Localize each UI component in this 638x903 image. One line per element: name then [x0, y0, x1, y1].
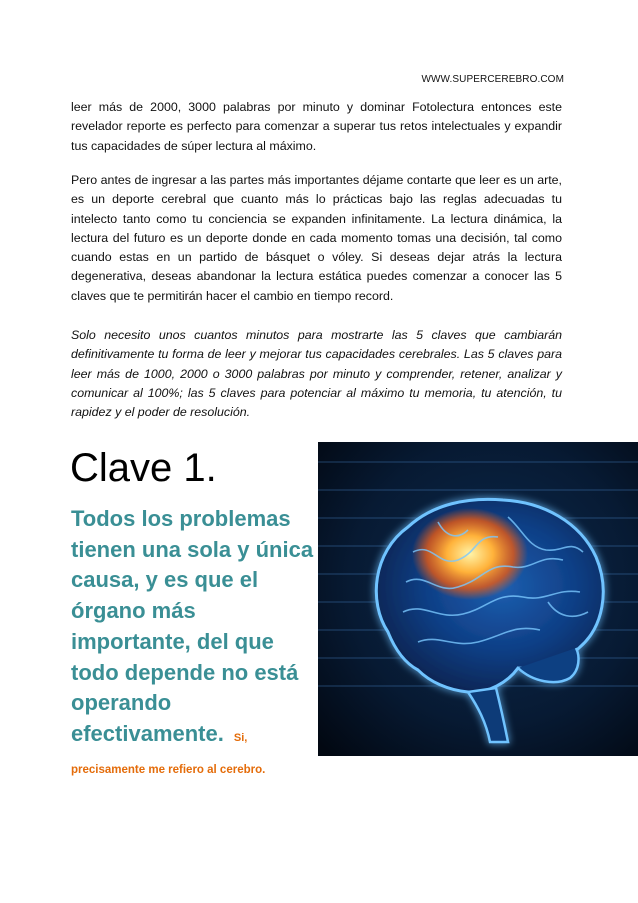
clave-si: Si, — [233, 731, 248, 744]
clave-subtitle — [71, 504, 316, 754]
clave-subtitle-dot: . — [217, 720, 224, 746]
paragraph-claves: Solo necesito unos cuantos minutos para mostrarte las 5 claves que cambiarán definitivamente tu forma de leer y mejorar tus capacidades cerebrales. Las 5 claves para leer más de 1000, 2000 o 3000 palabras por minuto y comprender, retener, analizar y comunicar al 100%; las 5 claves para potenciar al máximo tu memoria, tu atención, tu rapidez y el poder de resolución. — [71, 328, 562, 420]
brain-hotspot — [412, 508, 528, 600]
paragraph-arte: Pero antes de ingresar a las partes más importantes déjame contarte que leer es un arte, es un deporte cerebral que cuanto más lo prácticas bajo las reglas adecuadas tu intelecto tanto como tu conciencia se expanden infinitamente. La lectura dinámica, la lectura del futuro es un deporte donde en cada momento tomas una decisión, tal como cuando estas en un partido de básquet o vóley. Si deseas dejar atrás la lectura degenerativa, deseas abandonar la lectura estática puedes comenzar a conocer las 5 claves que te permitirán hacer el cambio en tiempo record. — [71, 173, 562, 303]
clave-title: Clave 1. — [70, 446, 217, 490]
header-url: WWW.SUPERCEREBRO.COM — [421, 74, 564, 85]
paragraph-intro: leer más de 2000, 3000 palabras por minuto y dominar Fotolectura entonces este revelador reporte es perfecto para comenzar a superar tus retos intelectuales y expandir tus capacidades de súper lectura al máximo. — [71, 100, 562, 153]
brain-image — [318, 442, 638, 756]
clave-subtitle-text: Todos los problemas tienen una sola y única causa, y es que el órgano más importante, del que todo depende no está operando efectivamente — [71, 506, 314, 746]
clave-tail: precisamente me refiero al cerebro. — [71, 764, 266, 776]
brain-illustration — [318, 442, 638, 756]
